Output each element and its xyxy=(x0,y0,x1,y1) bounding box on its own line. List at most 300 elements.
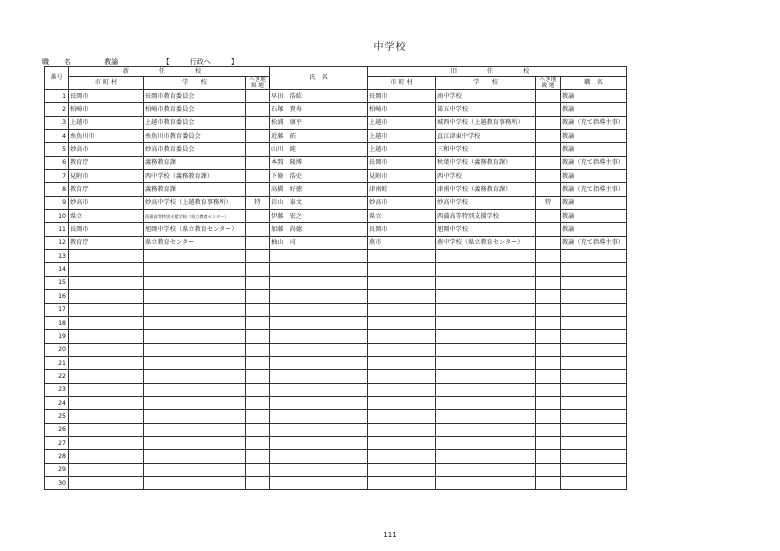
name-cell xyxy=(270,383,368,396)
new-city-cell: 糸魚川市 xyxy=(69,130,144,143)
new-city-cell xyxy=(69,263,144,276)
post-value: 教諭 xyxy=(104,58,119,66)
old-remote-cell xyxy=(536,330,561,343)
name-cell: 近藤 拓 xyxy=(270,130,368,143)
name-cell xyxy=(270,476,368,489)
old-school-cell xyxy=(436,263,536,276)
table-row xyxy=(45,276,627,289)
new-school-cell: 妙高中学校（上越教育事務所） xyxy=(144,196,246,209)
old-city-cell xyxy=(368,476,436,489)
row-number: 15 xyxy=(45,276,69,289)
old-post-cell: 教諭 xyxy=(561,90,627,103)
name-cell: 本間 隆博 xyxy=(270,156,368,169)
new-school-cell xyxy=(144,263,246,276)
old-city-cell xyxy=(368,303,436,316)
row-number: 12 xyxy=(45,236,69,249)
name-cell xyxy=(270,356,368,369)
old-remote-cell xyxy=(536,276,561,289)
new-remote-cell xyxy=(246,90,270,103)
old-remote-cell xyxy=(536,170,561,183)
table-row xyxy=(45,303,627,316)
old-post-cell: 教諭 xyxy=(561,170,627,183)
old-school-cell: 津南中学校（義務教育課） xyxy=(436,183,536,196)
table-row xyxy=(45,290,627,303)
old-post-cell: 教諭 xyxy=(561,196,627,209)
new-school-cell xyxy=(144,290,246,303)
table-row xyxy=(45,143,627,156)
old-city-cell xyxy=(368,330,436,343)
new-city-cell xyxy=(69,423,144,436)
new-school-cell xyxy=(144,356,246,369)
new-remote-cell xyxy=(246,236,270,249)
old-city-cell xyxy=(368,250,436,263)
old-post-cell xyxy=(561,263,627,276)
new-remote-cell xyxy=(246,223,270,236)
table-row xyxy=(45,343,627,356)
old-school-cell xyxy=(436,423,536,436)
old-remote-cell xyxy=(536,463,561,476)
new-city-cell: 柏崎市 xyxy=(69,103,144,116)
row-number: 21 xyxy=(45,356,69,369)
new-city-cell xyxy=(69,303,144,316)
table-row xyxy=(45,383,627,396)
table-row xyxy=(45,263,627,276)
new-city-cell xyxy=(69,276,144,289)
header-new-city: 市 町 村 xyxy=(69,77,144,90)
name-cell: 柚山 司 xyxy=(270,236,368,249)
new-school-cell: 県立教育センター xyxy=(144,236,246,249)
name-cell: 石塚 貴寿 xyxy=(270,103,368,116)
table-row xyxy=(45,116,627,129)
old-school-cell: 燕中学校（県立教育センター） xyxy=(436,236,536,249)
old-post-cell xyxy=(561,343,627,356)
table-row xyxy=(45,236,627,249)
old-school-cell xyxy=(436,410,536,423)
row-number: 2 xyxy=(45,103,69,116)
old-post-cell xyxy=(561,356,627,369)
new-city-cell: 長岡市 xyxy=(69,90,144,103)
table-row xyxy=(45,196,627,209)
old-city-cell: 見附市 xyxy=(368,170,436,183)
old-post-cell xyxy=(561,410,627,423)
old-remote-cell xyxy=(536,223,561,236)
new-remote-cell xyxy=(246,476,270,489)
new-city-cell xyxy=(69,396,144,409)
old-remote-cell xyxy=(536,290,561,303)
new-city-cell: 教育庁 xyxy=(69,156,144,169)
header-old-post: 職 名 xyxy=(561,77,627,90)
new-city-cell xyxy=(69,343,144,356)
row-number: 22 xyxy=(45,370,69,383)
admin-bracket-close: 】 xyxy=(230,58,238,66)
old-school-cell xyxy=(436,356,536,369)
new-school-cell: 柏崎市教育委員会 xyxy=(144,103,246,116)
old-city-cell: 長岡市 xyxy=(368,90,436,103)
name-cell xyxy=(270,423,368,436)
header-new-school: 学 校 xyxy=(144,77,246,90)
row-number: 7 xyxy=(45,170,69,183)
new-city-cell xyxy=(69,370,144,383)
row-number: 9 xyxy=(45,196,69,209)
new-school-cell: 妙高市教育委員会 xyxy=(144,143,246,156)
new-remote-cell xyxy=(246,116,270,129)
old-school-cell: 秋葉中学校（義務教育課） xyxy=(436,156,536,169)
old-school-cell xyxy=(436,343,536,356)
name-cell xyxy=(270,290,368,303)
table-row xyxy=(45,316,627,329)
row-number: 6 xyxy=(45,156,69,169)
new-remote-cell xyxy=(246,316,270,329)
new-remote-cell xyxy=(246,343,270,356)
header-new-remote: へき地 級 地 xyxy=(246,77,270,90)
old-remote-cell xyxy=(536,183,561,196)
new-city-cell xyxy=(69,290,144,303)
old-post-cell: 教諭（充て指導主事） xyxy=(561,236,627,249)
old-school-cell: 直江津東中学校 xyxy=(436,130,536,143)
old-city-cell xyxy=(368,343,436,356)
old-post-cell: 教諭（充て指導主事） xyxy=(561,156,627,169)
name-cell: 山川 純 xyxy=(270,143,368,156)
table-row xyxy=(45,330,627,343)
old-city-cell: 上越市 xyxy=(368,143,436,156)
name-cell xyxy=(270,410,368,423)
old-school-cell xyxy=(436,383,536,396)
old-school-cell xyxy=(436,463,536,476)
old-remote-cell xyxy=(536,450,561,463)
old-city-cell xyxy=(368,450,436,463)
old-remote-cell xyxy=(536,303,561,316)
row-number: 3 xyxy=(45,116,69,129)
row-number: 16 xyxy=(45,290,69,303)
table-row xyxy=(45,423,627,436)
old-city-cell xyxy=(368,356,436,369)
new-school-cell: 西中学校（義務教育課） xyxy=(144,170,246,183)
old-city-cell: 津南町 xyxy=(368,183,436,196)
header-name: 氏 名 xyxy=(270,67,368,90)
new-school-cell: 義務教育課 xyxy=(144,156,246,169)
header-old-group: 旧 任 校 xyxy=(368,67,627,77)
new-school-cell xyxy=(144,276,246,289)
old-remote-cell xyxy=(536,130,561,143)
table-row xyxy=(45,183,627,196)
name-cell xyxy=(270,396,368,409)
new-remote-cell xyxy=(246,383,270,396)
old-city-cell: 妙高市 xyxy=(368,196,436,209)
name-cell: 松浦 康平 xyxy=(270,116,368,129)
new-school-cell: 西蒲高等特別支援学校（県立教育センター） xyxy=(144,210,246,223)
old-remote-cell xyxy=(536,476,561,489)
old-city-cell xyxy=(368,370,436,383)
old-school-cell xyxy=(436,370,536,383)
new-remote-cell xyxy=(246,356,270,369)
old-school-cell xyxy=(436,290,536,303)
new-remote-cell xyxy=(246,103,270,116)
name-cell xyxy=(270,330,368,343)
old-remote-cell xyxy=(536,316,561,329)
table-row xyxy=(45,463,627,476)
old-post-cell xyxy=(561,303,627,316)
name-cell: 岩山 泰文 xyxy=(270,196,368,209)
row-number: 29 xyxy=(45,463,69,476)
old-city-cell xyxy=(368,316,436,329)
old-post-cell xyxy=(561,316,627,329)
old-post-cell xyxy=(561,290,627,303)
row-number: 30 xyxy=(45,476,69,489)
old-school-cell xyxy=(436,250,536,263)
old-school-cell: 旭岡中学校 xyxy=(436,223,536,236)
new-remote-cell xyxy=(246,183,270,196)
table-row xyxy=(45,223,627,236)
page-title: 中学校 xyxy=(373,42,407,53)
old-post-cell xyxy=(561,250,627,263)
table-row xyxy=(45,250,627,263)
new-school-cell: 糸魚川市教育委員会 xyxy=(144,130,246,143)
old-remote-cell xyxy=(536,236,561,249)
name-cell xyxy=(270,343,368,356)
table-body xyxy=(45,90,627,490)
table-row xyxy=(45,436,627,449)
new-school-cell xyxy=(144,370,246,383)
old-remote-cell xyxy=(536,116,561,129)
new-city-cell xyxy=(69,450,144,463)
row-number: 24 xyxy=(45,396,69,409)
old-city-cell xyxy=(368,383,436,396)
old-remote-cell xyxy=(536,156,561,169)
old-city-cell: 燕市 xyxy=(368,236,436,249)
row-number: 23 xyxy=(45,383,69,396)
row-number: 5 xyxy=(45,143,69,156)
old-post-cell xyxy=(561,330,627,343)
old-post-cell xyxy=(561,383,627,396)
old-city-cell: 長岡市 xyxy=(368,156,436,169)
new-city-cell: 妙高市 xyxy=(69,196,144,209)
new-city-cell xyxy=(69,436,144,449)
new-school-cell xyxy=(144,303,246,316)
old-remote-cell xyxy=(536,396,561,409)
old-remote-cell xyxy=(536,143,561,156)
new-school-cell xyxy=(144,436,246,449)
transfer-table xyxy=(44,66,627,490)
name-cell: 加藤 尚德 xyxy=(270,223,368,236)
row-number: 4 xyxy=(45,130,69,143)
name-cell xyxy=(270,276,368,289)
new-city-cell xyxy=(69,316,144,329)
old-city-cell xyxy=(368,463,436,476)
new-remote-cell xyxy=(246,436,270,449)
old-city-cell xyxy=(368,263,436,276)
name-cell xyxy=(270,436,368,449)
table-row xyxy=(45,210,627,223)
new-remote-cell xyxy=(246,210,270,223)
old-school-cell: 妙高中学校 xyxy=(436,196,536,209)
old-post-cell xyxy=(561,396,627,409)
name-cell: 伊藤 宏之 xyxy=(270,210,368,223)
old-remote-cell xyxy=(536,383,561,396)
row-number: 25 xyxy=(45,410,69,423)
old-school-cell: 西中学校 xyxy=(436,170,536,183)
new-city-cell xyxy=(69,383,144,396)
row-number: 27 xyxy=(45,436,69,449)
new-remote-cell xyxy=(246,330,270,343)
old-city-cell: 上越市 xyxy=(368,116,436,129)
new-remote-cell xyxy=(246,130,270,143)
new-school-cell xyxy=(144,250,246,263)
new-school-cell xyxy=(144,396,246,409)
name-cell: 下條 浩史 xyxy=(270,170,368,183)
old-remote-cell xyxy=(536,436,561,449)
row-number: 8 xyxy=(45,183,69,196)
old-remote-cell xyxy=(536,423,561,436)
new-school-cell xyxy=(144,450,246,463)
name-cell: 高橋 好徳 xyxy=(270,183,368,196)
row-number: 19 xyxy=(45,330,69,343)
old-school-cell xyxy=(436,396,536,409)
new-remote-cell xyxy=(246,410,270,423)
old-post-cell xyxy=(561,276,627,289)
old-city-cell xyxy=(368,276,436,289)
old-city-cell: 柏崎市 xyxy=(368,103,436,116)
table-row xyxy=(45,90,627,103)
new-school-cell xyxy=(144,330,246,343)
old-post-cell xyxy=(561,370,627,383)
new-city-cell: 見附市 xyxy=(69,170,144,183)
old-remote-cell xyxy=(536,356,561,369)
old-school-cell xyxy=(436,276,536,289)
old-school-cell: 第五中学校 xyxy=(436,103,536,116)
new-city-cell: 教育庁 xyxy=(69,236,144,249)
table-row xyxy=(45,410,627,423)
old-remote-cell xyxy=(536,103,561,116)
table-row xyxy=(45,156,627,169)
table-row xyxy=(45,356,627,369)
new-city-cell xyxy=(69,463,144,476)
new-city-cell xyxy=(69,356,144,369)
new-school-cell: 義務教育課 xyxy=(144,183,246,196)
post-label: 職 名 xyxy=(42,58,75,66)
old-remote-cell: 特 xyxy=(536,196,561,209)
old-city-cell xyxy=(368,410,436,423)
new-city-cell xyxy=(69,250,144,263)
table-row xyxy=(45,370,627,383)
old-city-cell: 県立 xyxy=(368,210,436,223)
admin-bracket-open: 【 xyxy=(162,58,170,66)
name-cell xyxy=(270,316,368,329)
name-cell xyxy=(270,450,368,463)
new-city-cell xyxy=(69,410,144,423)
new-city-cell: 長岡市 xyxy=(69,223,144,236)
old-city-cell xyxy=(368,436,436,449)
new-remote-cell xyxy=(246,370,270,383)
new-remote-cell: 特 xyxy=(246,196,270,209)
new-remote-cell xyxy=(246,276,270,289)
header-no: 番号 xyxy=(45,67,69,90)
new-remote-cell xyxy=(246,263,270,276)
row-number: 18 xyxy=(45,316,69,329)
old-post-cell: 教諭 xyxy=(561,210,627,223)
old-post-cell xyxy=(561,476,627,489)
page-number: 111 xyxy=(383,531,397,539)
table-row xyxy=(45,396,627,409)
new-school-cell xyxy=(144,410,246,423)
old-post-cell xyxy=(561,463,627,476)
new-school-cell xyxy=(144,476,246,489)
new-school-cell: 長岡市教育委員会 xyxy=(144,90,246,103)
old-city-cell xyxy=(368,423,436,436)
row-number: 26 xyxy=(45,423,69,436)
old-post-cell xyxy=(561,450,627,463)
old-school-cell xyxy=(436,303,536,316)
old-school-cell: 城西中学校（上越教育事務所） xyxy=(436,116,536,129)
row-number: 11 xyxy=(45,223,69,236)
new-remote-cell xyxy=(246,463,270,476)
new-school-cell xyxy=(144,316,246,329)
old-post-cell: 教諭 xyxy=(561,143,627,156)
old-school-cell xyxy=(436,436,536,449)
row-number: 28 xyxy=(45,450,69,463)
old-school-cell xyxy=(436,316,536,329)
name-cell xyxy=(270,263,368,276)
new-city-cell: 妙高市 xyxy=(69,143,144,156)
new-city-cell xyxy=(69,330,144,343)
header-new-group: 新 任 校 xyxy=(69,67,270,77)
old-post-cell: 教諭（充て指導主事） xyxy=(561,183,627,196)
row-number: 13 xyxy=(45,250,69,263)
new-remote-cell xyxy=(246,303,270,316)
name-cell xyxy=(270,250,368,263)
old-school-cell xyxy=(436,450,536,463)
new-school-cell: 旭岡中学校（県立教育センター） xyxy=(144,223,246,236)
old-school-cell: 南中学校 xyxy=(436,90,536,103)
header-old-school: 学 校 xyxy=(436,77,536,90)
name-cell xyxy=(270,370,368,383)
new-city-cell xyxy=(69,476,144,489)
old-remote-cell xyxy=(536,343,561,356)
row-number: 1 xyxy=(45,90,69,103)
table-row xyxy=(45,130,627,143)
old-post-cell: 教諭 xyxy=(561,130,627,143)
new-remote-cell xyxy=(246,450,270,463)
old-school-cell xyxy=(436,476,536,489)
table-row xyxy=(45,450,627,463)
old-city-cell: 上越市 xyxy=(368,130,436,143)
old-post-cell xyxy=(561,436,627,449)
header-old-city: 市 町 村 xyxy=(368,77,436,90)
old-school-cell: 西蒲高等特別支援学校 xyxy=(436,210,536,223)
new-school-cell xyxy=(144,383,246,396)
new-remote-cell xyxy=(246,290,270,303)
row-number: 17 xyxy=(45,303,69,316)
old-post-cell: 教諭 xyxy=(561,103,627,116)
name-cell: 早田 浩紘 xyxy=(270,90,368,103)
old-post-cell xyxy=(561,423,627,436)
old-remote-cell xyxy=(536,263,561,276)
old-school-cell xyxy=(436,330,536,343)
old-remote-cell xyxy=(536,370,561,383)
new-school-cell xyxy=(144,463,246,476)
name-cell xyxy=(270,463,368,476)
new-remote-cell xyxy=(246,143,270,156)
old-remote-cell xyxy=(536,90,561,103)
old-remote-cell xyxy=(536,250,561,263)
old-remote-cell xyxy=(536,210,561,223)
old-school-cell: 三和中学校 xyxy=(436,143,536,156)
old-city-cell xyxy=(368,290,436,303)
new-remote-cell xyxy=(246,170,270,183)
new-city-cell: 県立 xyxy=(69,210,144,223)
old-remote-cell xyxy=(536,410,561,423)
header-old-remote: へき地 級 地 xyxy=(536,77,561,90)
old-post-cell: 教諭 xyxy=(561,223,627,236)
